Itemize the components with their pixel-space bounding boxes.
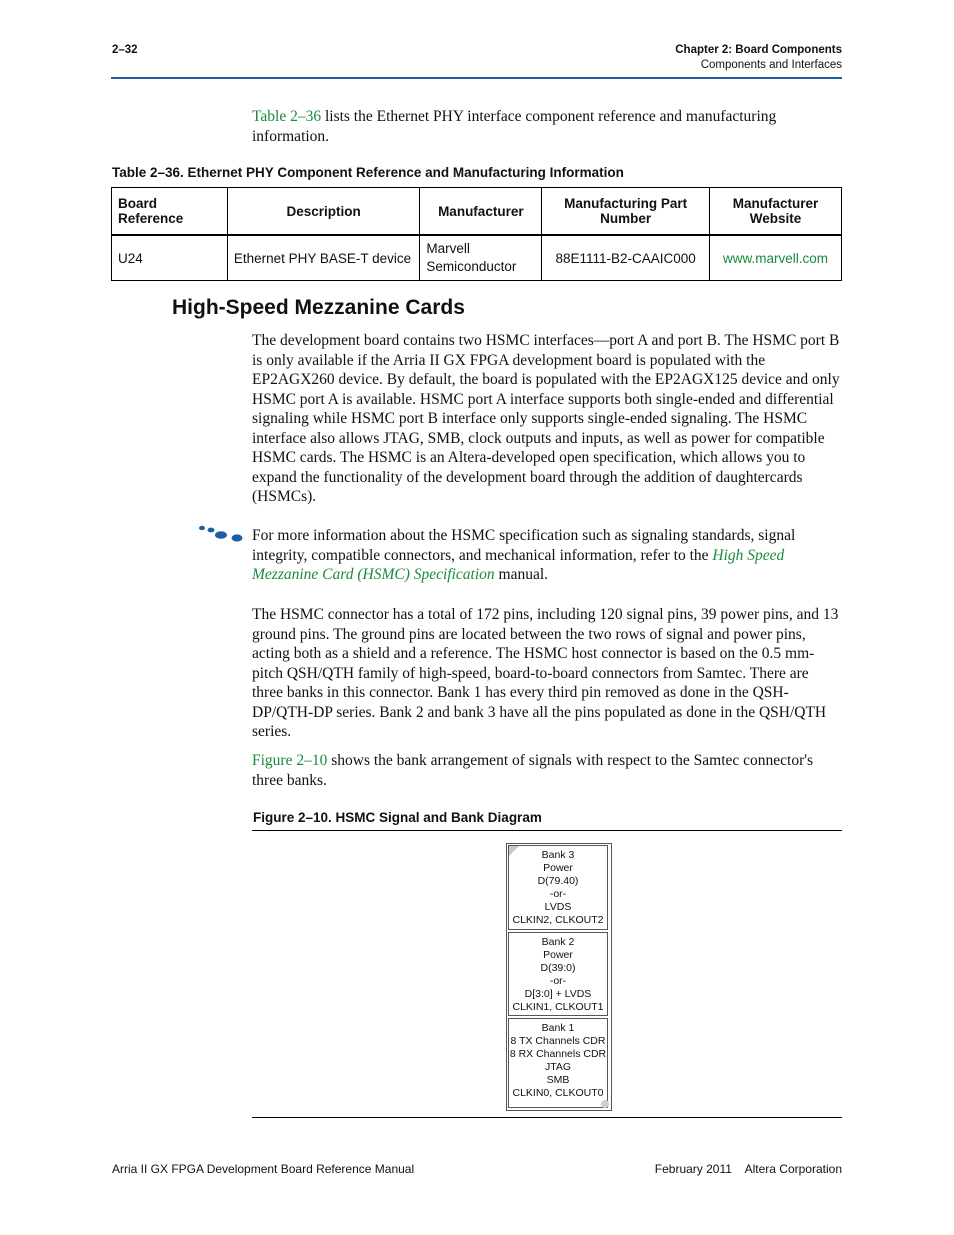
- hsmc-connector-diagram: [506, 843, 612, 1111]
- hsmc-note: [252, 526, 842, 585]
- col-header-description: Description: [227, 188, 420, 236]
- section-subtitle: Components and Interfaces: [700, 59, 842, 71]
- table-row: [112, 235, 842, 281]
- bank-1-line: SMB: [546, 1074, 570, 1086]
- cell-board-reference: U24: [112, 235, 228, 281]
- bank-3-block: [508, 845, 608, 930]
- bank-2-line: Power: [543, 949, 573, 961]
- note-icon: [198, 525, 244, 543]
- bank-2-block: [508, 932, 608, 1016]
- section-title: High-Speed Mezzanine Cards: [172, 296, 465, 319]
- marvell-website-link[interactable]: www.marvell.com: [723, 250, 829, 266]
- bank-3-line: Bank 3: [541, 849, 575, 861]
- bank-2-line: CLKIN1, CLKOUT1: [512, 1001, 604, 1013]
- hsmc-spec-link[interactable]: High Speed Mezzanine Card (HSMC) Specification: [252, 546, 785, 583]
- bank-2-line: Bank 2: [541, 936, 575, 948]
- bank-2-line: -or-: [549, 975, 567, 987]
- intro-text: lists the Ethernet PHY interface component reference and manufacturing information.: [252, 108, 777, 145]
- figure-top-rule: [252, 830, 842, 831]
- col-header-board-reference: Board Reference: [112, 188, 228, 236]
- bank-1-line: Bank 1: [541, 1022, 575, 1034]
- bank-3-line: Power: [543, 862, 573, 874]
- bank-1-block: [508, 1018, 608, 1108]
- figure-2-10-link[interactable]: Figure 2–10: [252, 752, 328, 769]
- chapter-title: Chapter 2: Board Components: [675, 44, 842, 56]
- figure-bottom-rule: [252, 1117, 842, 1118]
- component-table: [111, 187, 842, 281]
- bank-3-line: -or-: [549, 888, 567, 900]
- intro-paragraph: [252, 107, 842, 146]
- bank-3-line: LVDS: [544, 901, 572, 913]
- cell-website: [710, 235, 842, 281]
- cell-part-number: 88E1111-B2-CAAIC000: [542, 235, 710, 281]
- col-header-website: Manufacturer Website: [710, 188, 842, 236]
- page-number: 2–32: [112, 44, 138, 56]
- table-header-row: [112, 188, 842, 236]
- corner-dot: [601, 1100, 609, 1108]
- bank-1-line: CLKIN0, CLKOUT0: [512, 1087, 604, 1099]
- bank-3-line: D(79.40): [537, 875, 579, 887]
- note-text: For more information about the HSMC specification such as signaling standards, signal integrity, compatible connectors, and mechanical information, refer to the: [252, 527, 796, 564]
- cell-manufacturer: Marvell Semiconductor: [420, 235, 542, 281]
- hsmc-connector-paragraph: The HSMC connector has a total of 172 pins, including 120 signal pins, 39 power pins, and 13 ground pins. The ground pins are located between the two rows of signal and power pins, acting both as a shield and a reference. The HSMC host connector is based on the 0.5 mm-pitch QSH/QTH family of high-speed, board-to-board connectors from Samtec. There are three banks in this connector. Bank 1 has every third pin removed as done in the QSH-DP/QTH-DP series. Bank 2 and bank 3 have all the pins populated as done in the QSH/QTH series.: [252, 606, 839, 740]
- cell-description: Ethernet PHY BASE-T device: [227, 235, 420, 281]
- table-2-36-link[interactable]: Table 2–36: [252, 108, 322, 125]
- bank-1-line: 8 RX Channels CDR: [509, 1048, 607, 1060]
- figure-reference-paragraph: [252, 751, 842, 790]
- bank-3-line: CLKIN2, CLKOUT2: [512, 914, 604, 926]
- col-header-manufacturer: Manufacturer: [420, 188, 542, 236]
- bank-2-line: D(39:0): [540, 962, 576, 974]
- bank-1-line: 8 TX Channels CDR: [510, 1035, 606, 1047]
- figure-reference-text: shows the bank arrangement of signals with respect to the Samtec connector's three banks.: [252, 752, 814, 789]
- footer-date-company: February 2011 Altera Corporation: [654, 1162, 842, 1176]
- footer-manual-title: Arria II GX FPGA Development Board Reference Manual: [112, 1162, 415, 1176]
- figure-caption: Figure 2–10. HSMC Signal and Bank Diagram: [253, 810, 542, 825]
- note-suffix: manual.: [494, 566, 549, 583]
- header-rule: [111, 77, 842, 79]
- table-caption: Table 2–36. Ethernet PHY Component Reference and Manufacturing Information: [112, 165, 624, 180]
- hsmc-description-paragraph: The development board contains two HSMC interfaces—port A and port B. The HSMC port B is only available if the Arria II GX FPGA development board is populated with the EP2AGX260 device. By default, the board is populated with the EP2AGX125 device and only HSMC port A is available. HSMC port A interface supports both single-ended and differential signaling while HSMC port B interface only supports single-ended signaling. The HSMC interface also allows JTAG, SMB, clock outputs and inputs, as well as power for compatible HSMC cards. The HSMC is an Altera-developed open specification, which allows you to expand the functionality of the development board through the addition of daughtercards (HSMCs).: [252, 332, 840, 505]
- bank-2-line: D[3:0] + LVDS: [524, 988, 592, 1000]
- bank-1-line: JTAG: [544, 1061, 572, 1073]
- col-header-part-number: Manufacturing Part Number: [542, 188, 710, 236]
